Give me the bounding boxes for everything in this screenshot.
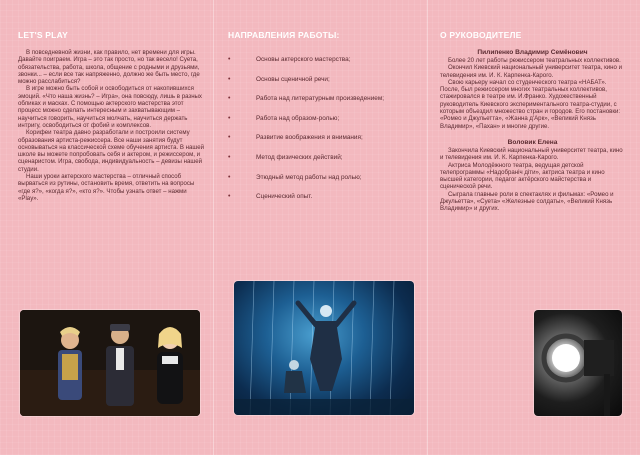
bullet-icon: •	[228, 134, 231, 142]
direction-item	[228, 193, 418, 200]
lets-play-title: LET'S PLAY	[18, 30, 68, 40]
person-name: Воловик Елена	[507, 138, 558, 146]
bullet-icon: •	[228, 75, 231, 83]
lets-play-paragraph: В игре можно быть собой и освободиться от накопившихся эмоций. «Что наша жизнь? – Игра», она повсюду, лишь в разных обликах и масках. С помощью актерского мастерства этот процесс можно сделать интересным и захватывающим – научиться говорить, научиться молчать, научиться держать интригу, освободиться от фобий и комплексов.	[18, 85, 202, 129]
person-bio-paragraph: Закончила Киевский национальный университет театра, кино и телевидения им. И. К. Карпенка-Карого.	[440, 146, 623, 162]
direction-item	[228, 154, 418, 161]
direction-item	[228, 56, 418, 63]
direction-text: Работа над литературным произведением;	[256, 95, 385, 103]
direction-text: Метод физических действий;	[256, 153, 343, 161]
fold-line-left	[213, 0, 214, 455]
directions-column	[228, 30, 418, 213]
person-bio-paragraph: Более 20 лет работы режиссером театральных коллективов.	[448, 57, 621, 64]
directions-list	[228, 56, 418, 200]
lets-play-column	[18, 30, 205, 202]
direction-text: Этюдный метод работы над ролью;	[256, 173, 362, 181]
lets-play-paragraph: Корифеи театра давно разработали и построили систему образования артиста-режиссера. Все наши занятия будут основываться на классической схеме обучения артиста. В нашей школе вы можете попробовать себя и актером, и режиссером, и сценаристом. Игра, свобода, индивидуальность – девизы нашей студии.	[18, 129, 205, 173]
bullet-icon: •	[228, 114, 231, 122]
lets-play-paragraph: В повседневной жизни, как правило, нет времени для игры. Давайте поиграем. Игра – это так просто, но так весело! Суета, обязательства, работа, школа, общение с родными и друзьями, звонки... – если все так напряженно, должно же быть место, где можно расслабиться?	[18, 49, 200, 86]
spotlight-photo	[534, 310, 622, 416]
person-bio-paragraph: Сыграла главные роли в спектаклях и фильмах: «Ромео и Джульетта», «Суета» «Железные солдаты», «Великий Князь Владимир» и других.	[440, 190, 614, 213]
person-name: Пилипенко Владимир Семёнович	[477, 49, 588, 56]
direction-text: Развитие воображения и внимания;	[256, 134, 363, 142]
direction-item	[228, 76, 418, 83]
person-bio-paragraph: Актриса Молодёжного театра, ведущая детской телепрограммы «Надобраніч діти», актриса театра и кино высшей категории, педагог актёрского майстерства и сценической речи.	[440, 161, 605, 191]
directions-title: НАПРАВЛЕНИЯ РАБОТЫ:	[228, 30, 340, 40]
direction-text: Основы актерского мастерства;	[256, 56, 351, 63]
bullet-icon: •	[228, 173, 231, 181]
direction-item	[228, 174, 418, 181]
direction-text: Основы сценичной речи;	[256, 75, 330, 83]
bullet-icon: •	[228, 56, 231, 63]
person-bio-paragraph: Свою карьеру начал со студенческого театра «НАБАТ». После, был режиссером многих театральных коллективов, стажировался в театре им. И.Франко. Художественный руководитель Киевского экспериментального театра-студии, с которым объездил множество стран и городов. Его постановки: «Ромео и Джульетта», «Жанна д'Арк», «Великий Князь Владимир», «Пахан» и многие другие.	[440, 78, 621, 130]
fold-line-right	[427, 0, 428, 455]
direction-item	[228, 134, 418, 141]
direction-item	[228, 95, 418, 102]
stage-actors-photo	[20, 310, 200, 416]
direction-item	[228, 115, 418, 122]
rain-stage-photo	[234, 281, 414, 415]
bullet-icon: •	[228, 95, 231, 103]
person-bio-paragraph: Окончил Киевский национальный университет театра, кино и телевидения им. И. К. Карпенка-Карого.	[440, 64, 622, 79]
direction-text: Сценический опыт.	[256, 193, 313, 201]
about-director-column	[440, 30, 625, 213]
lets-play-paragraph: Наши уроки актерского мастерства – отличный способ вырваться из рутины, остановить время, ответить на вопросы «где я?», «когда я?», «кто я?». Чтобы узнать ответ – нажми «Play».	[18, 173, 195, 202]
bullet-icon: •	[228, 193, 231, 201]
bullet-icon: •	[228, 153, 231, 161]
about-director-title: О РУКОВОДИТЕЛЕ	[440, 30, 522, 40]
direction-text: Работа над образом-ролью;	[256, 114, 340, 122]
